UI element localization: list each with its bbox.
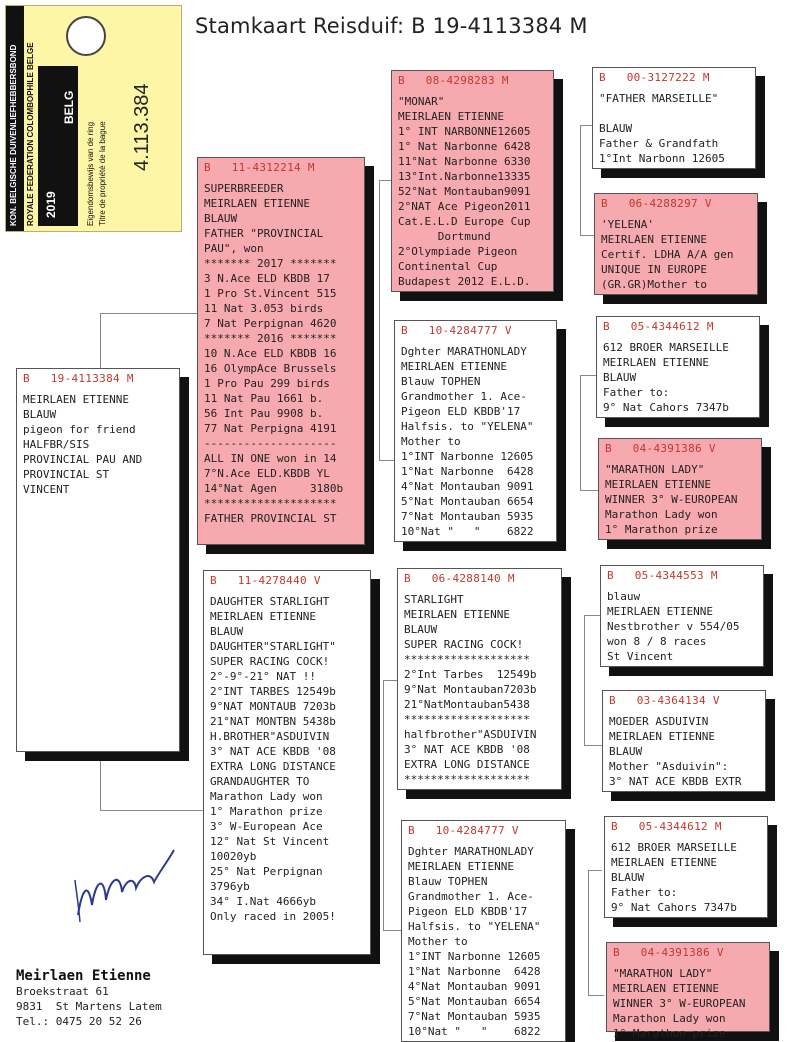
connector-line	[580, 490, 598, 491]
card-line: 612 BROER MARSEILLE	[603, 341, 729, 354]
connector-line	[379, 180, 391, 181]
card-line: MEIRLAEN ETIENNE	[613, 982, 719, 995]
card-line: *******************	[404, 773, 530, 786]
ring-number-label: B 00-3127222 M	[599, 71, 710, 84]
card-text	[599, 91, 749, 166]
card-line: 7°Nat Montauban 5935	[401, 510, 534, 523]
card-line: "MARATHON LADY"	[605, 463, 705, 476]
ring-org-line1: KON. BELGISCHE DUIVENLIEFHEBBERSBOND	[9, 44, 18, 226]
pedigree-card-ssd	[594, 193, 758, 295]
connector-line	[379, 460, 394, 461]
card-line: 'YELENA'	[601, 218, 654, 231]
card-line: Father & Grandfath	[599, 137, 719, 150]
card-line: BLAUW	[611, 871, 645, 884]
ring-number-label: B 08-4298283 M	[398, 74, 509, 87]
pedigree-card-sire-dam	[394, 320, 557, 542]
card-line: Grandmother 1. Ace-	[408, 890, 534, 903]
card-line: MEIRLAEN ETIENNE	[605, 478, 711, 491]
card-line: 2°INT TARBES 12549b	[210, 685, 336, 698]
connector-line	[584, 745, 602, 746]
ring-number-label: B 19-4113384 M	[23, 372, 134, 385]
owner-phone: Tel.: 0475 20 52 26	[16, 1015, 142, 1028]
card-line: Father to:	[603, 386, 670, 399]
ring-number-label: B 06-4288297 V	[601, 197, 712, 210]
card-line: VINCENT	[23, 483, 70, 496]
handwritten-signature	[70, 820, 190, 930]
card-line: *******************	[404, 713, 530, 726]
card-line: Pigeon ELD KBDB'17	[408, 905, 528, 918]
connector-line	[580, 235, 594, 236]
connector-line	[580, 375, 596, 376]
card-line: ALL IN ONE won in 14	[204, 452, 337, 465]
card-line: SUPER RACING COCK!	[404, 638, 524, 651]
connector-line	[580, 375, 581, 490]
owner-street: Broekstraat 61	[16, 985, 109, 998]
card-line: EXTRA LONG DISTANCE	[404, 758, 530, 771]
card-line: 21°NatMontauban5438	[404, 698, 530, 711]
ring-number-label: B 11-4312214 M	[204, 161, 315, 174]
card-text	[605, 462, 755, 537]
card-line: "MONAR"	[398, 95, 445, 108]
owner-city: 9831 St Martens Latem	[16, 1000, 162, 1013]
card-line: 10 N.Ace ELD KBDB 16	[204, 347, 337, 360]
card-line: pigeon for friend	[23, 423, 136, 436]
card-line: 7°N.Ace ELD.KBDB YL	[204, 467, 330, 480]
pedigree-card-dam-sire	[397, 568, 562, 790]
card-line: 11 Nat Pau 1661 b.	[204, 392, 324, 405]
card-line: ******* 2016 *******	[204, 332, 337, 345]
card-line: Budapest 2012 E.L.D.	[398, 275, 531, 288]
connector-line	[383, 680, 397, 681]
card-line: Blauw TOPHEN	[408, 875, 488, 888]
card-line: H.BROTHER"ASDUIVIN	[210, 730, 330, 743]
card-line: FATHER PROVINCIAL ST	[204, 512, 337, 525]
card-line: Halfsis. to "YELENA"	[401, 420, 534, 433]
card-line: WINNER 3° W-EUROPEAN	[605, 493, 738, 506]
kbdb-logo-icon	[66, 16, 106, 56]
card-line: 77 Nat Perpigna 4191	[204, 422, 337, 435]
card-text	[408, 844, 559, 1039]
card-line: 4°Nat Montauban 9091	[401, 480, 534, 493]
card-line: 9° Nat Cahors 7347b	[611, 901, 737, 914]
card-line: 1° INT NARBONNE12605	[398, 125, 531, 138]
pedigree-card-ddd	[606, 942, 770, 1040]
card-line: 1°Int Narbonn 12605	[599, 152, 725, 165]
card-line: Certif. LDHA A/A gen	[601, 248, 734, 261]
card-line: "FATHER MARSEILLE"	[599, 92, 719, 105]
card-line: 2°Olympiade Pigeon	[398, 245, 518, 258]
card-line: Dghter MARATHONLADY	[408, 845, 534, 858]
card-text	[404, 592, 555, 787]
card-line: 25° Nat Perpignan	[210, 865, 323, 878]
card-line: PROVINCIAL ST	[23, 468, 110, 481]
card-line: 12° Nat St Vincent	[210, 835, 330, 848]
ring-number-label: B 05-4344612 M	[603, 320, 714, 333]
card-line: MEIRLAEN ETIENNE	[398, 110, 504, 123]
card-text	[204, 181, 358, 526]
card-line: "MARATHON LADY"	[613, 967, 713, 980]
card-line: Dortmund	[398, 230, 491, 243]
pedigree-card-sdd	[598, 438, 762, 540]
card-text	[603, 340, 753, 415]
connector-line	[588, 995, 604, 996]
card-line: 3 N.Ace ELD KBDB 17	[204, 272, 330, 285]
connector-line	[100, 810, 203, 811]
ring-caption-fr: Titre de propriété de la bague	[98, 121, 107, 226]
card-line: 1°INT Narbonne 12605	[401, 450, 534, 463]
card-line: 16 OlympAce Brussels	[204, 362, 337, 375]
connector-line	[588, 870, 602, 871]
card-line: 5°Nat Montauban 6654	[401, 495, 534, 508]
card-line: 2°Int Tarbes 12549b	[404, 668, 537, 681]
card-line: 14°Nat Agen 3180b	[204, 482, 344, 495]
card-line: 9°NAT MONTAUB 7203b	[210, 700, 336, 713]
card-line: Only raced in 2005!	[210, 910, 336, 923]
pedigree-card-dam-dam	[401, 820, 566, 1042]
card-line: SUPERBREEDER	[204, 182, 284, 195]
card-line: Marathon Lady won	[613, 1012, 726, 1025]
card-line: 10°Nat " " 6822	[408, 1025, 541, 1038]
ring-number-label: B 04-4391386 V	[605, 442, 716, 455]
pedigree-card-sds	[596, 316, 760, 418]
card-line: BLAUW	[599, 122, 633, 135]
card-line: 3° NAT ACE KBDB '08	[210, 745, 336, 758]
ring-caption-nl: Eigendomsbewijs van de ring	[86, 121, 95, 226]
card-text	[398, 94, 547, 289]
pedigree-card-dam	[203, 570, 371, 955]
card-line: 1°Nat Narbonne 6428	[401, 465, 534, 478]
ring-number-label: B 03-4364134 V	[609, 694, 720, 707]
connector-line	[383, 680, 384, 930]
card-line: 1°Nat Narbonne 6428	[408, 965, 541, 978]
card-line: 5°Nat Montauban 6654	[408, 995, 541, 1008]
page-title: Stamkaart Reisduif: B 19-4113384 M	[195, 14, 588, 38]
card-line: MEIRLAEN ETIENNE	[23, 393, 129, 406]
card-line: Mother to	[401, 435, 461, 448]
card-line: 34° I.Nat 4666yb	[210, 895, 316, 908]
card-line: DAUGHTER STARLIGHT	[210, 595, 330, 608]
connector-line	[584, 615, 600, 616]
card-line: Mother "Asduivin":	[609, 760, 729, 773]
pedigree-card-dss	[600, 565, 764, 667]
card-line: 11 Nat 3.053 birds	[204, 302, 324, 315]
card-line: MEIRLAEN ETIENNE	[603, 356, 709, 369]
card-line: BLAUW	[404, 623, 438, 636]
card-line: Marathon Lady won	[210, 790, 323, 803]
card-line: 1° Nat Narbonne 6428	[398, 140, 531, 153]
card-line: 2°-9°-21° NAT !!	[210, 670, 316, 683]
card-line: 2°NAT Ace Pigeon2011	[398, 200, 531, 213]
card-text	[609, 714, 759, 789]
ring-org-line2: ROYALE FEDERATION COLOMBOPHILE BELGE	[26, 42, 35, 226]
connector-line	[580, 125, 581, 235]
ring-number-label: B 11-4278440 V	[210, 574, 321, 587]
card-line: STARLIGHT	[404, 593, 464, 606]
card-text	[613, 966, 763, 1041]
card-line: BLAUW	[23, 408, 57, 421]
card-line: won 8 / 8 races	[607, 635, 707, 648]
card-line: (GR.GR)Mother to	[601, 278, 707, 291]
card-line: 1 Pro Pau 299 birds	[204, 377, 330, 390]
pedigree-card-sire	[197, 157, 365, 545]
card-line: BLAUW	[210, 625, 244, 638]
card-line: Halfsis. to "YELENA"	[408, 920, 541, 933]
card-line: halfbrother"ASDUIVIN	[404, 728, 537, 741]
card-line: 9°Nat Montauban7203b	[404, 683, 537, 696]
owner-block	[16, 968, 162, 1029]
card-line: MEIRLAEN ETIENNE	[607, 605, 713, 618]
card-line: HALFBR/SIS	[23, 438, 90, 451]
card-line: PAU", won	[204, 242, 264, 255]
card-line: *******************	[404, 653, 530, 666]
connector-line	[588, 870, 589, 995]
card-line: MEIRLAEN ETIENNE	[204, 197, 310, 210]
card-line: DAUGHTER"STARLIGHT"	[210, 640, 336, 653]
card-line: BLAUW	[204, 212, 238, 225]
card-line: 1° Marathon prize	[210, 805, 323, 818]
card-text	[601, 217, 751, 292]
ring-number-label: B 05-4344612 M	[611, 820, 722, 833]
card-line: MEIRLAEN ETIENNE	[601, 233, 707, 246]
ring-certificate	[5, 5, 182, 232]
ring-country: BELG	[62, 90, 76, 124]
card-line: SUPER RACING COCK!	[210, 655, 330, 668]
card-line: BLAUW	[609, 745, 643, 758]
card-line	[599, 106, 749, 121]
card-line: Grandmother 1. Ace-	[401, 390, 527, 403]
card-line: Father to:	[611, 886, 678, 899]
card-text	[401, 344, 550, 539]
card-line: Blauw TOPHEN	[401, 375, 481, 388]
card-text	[23, 392, 173, 497]
card-line: 52°Nat Montauban9091	[398, 185, 531, 198]
card-line: 10020yb	[210, 850, 257, 863]
card-line: 21°NAT MONTBN 5438b	[210, 715, 336, 728]
connector-line	[383, 930, 401, 931]
card-line: FATHER "PROVINCIAL	[204, 227, 324, 240]
card-line: EXTRA LONG DISTANCE	[210, 760, 336, 773]
card-line: 1 Pro St.Vincent 515	[204, 287, 337, 300]
card-line: 3° W-European Ace	[210, 820, 323, 833]
card-line: 1°INT Narbonne 12605	[408, 950, 541, 963]
connector-line	[584, 615, 585, 745]
card-text	[611, 840, 761, 915]
pedigree-card-dsd	[602, 690, 766, 792]
card-line: WINNER 3° W-EUROPEAN	[613, 997, 746, 1010]
card-line: ******* 2017 *******	[204, 257, 337, 270]
ring-number-label: B 06-4288140 M	[404, 572, 515, 585]
card-line: 3796yb	[210, 880, 250, 893]
pedigree-card-sire-sire	[391, 70, 554, 292]
card-line: BLAUW	[603, 371, 637, 384]
card-line: MOEDER ASDUIVIN	[609, 715, 709, 728]
card-line: Continental Cup	[398, 260, 498, 273]
ring-number-label: B 05-4344553 M	[607, 569, 718, 582]
card-line: GRANDAUGHTER TO	[210, 775, 310, 788]
ring-year: 2019	[44, 191, 58, 218]
card-line: Marathon Lady won	[605, 508, 718, 521]
card-line: Cat.E.L.D Europe Cup	[398, 215, 531, 228]
card-line: 1° Marathon prize	[613, 1027, 726, 1040]
card-line: 7°Nat Montauban 5935	[408, 1010, 541, 1023]
connector-line	[379, 180, 380, 460]
card-line: St Vincent	[607, 650, 674, 663]
pedigree-card-dds	[604, 816, 768, 918]
card-line: 3° NAT ACE KBDB EXTR	[609, 775, 742, 788]
card-line: MEIRLAEN ETIENNE	[404, 608, 510, 621]
card-line: Pigeon ELD KBDB'17	[401, 405, 521, 418]
ring-number-label: B 10-4284777 V	[408, 824, 519, 837]
card-line: Nestbrother v 554/05	[607, 620, 740, 633]
card-text	[210, 594, 364, 924]
card-line: 3° NAT ACE KBDB '08	[404, 743, 530, 756]
card-line: ********************	[204, 497, 337, 510]
card-line: 11°Nat Narbonne 6330	[398, 155, 531, 168]
card-line: Mother to	[408, 935, 468, 948]
connector-line	[100, 313, 101, 368]
connector-line	[100, 750, 101, 810]
card-line: blauw	[607, 590, 641, 603]
card-line: 9° Nat Cahors 7347b	[603, 401, 729, 414]
card-line: 10°Nat " " 6822	[401, 525, 534, 538]
card-line: --------------------	[204, 437, 337, 450]
card-line: 7 Nat Perpignan 4620	[204, 317, 337, 330]
card-line: 56 Int Pau 9908 b.	[204, 407, 324, 420]
card-line: 4°Nat Montauban 9091	[408, 980, 541, 993]
pedigree-card-sss	[592, 67, 756, 169]
pedigree-card-subject	[16, 368, 180, 752]
card-line: Dghter MARATHONLADY	[401, 345, 527, 358]
connector-line	[100, 313, 197, 314]
ring-number-label: B 10-4284777 V	[401, 324, 512, 337]
card-line: 1° Marathon prize	[605, 523, 718, 536]
card-line: UNIQUE IN EUROPE	[601, 263, 707, 276]
card-text	[607, 589, 757, 664]
card-line: MEIRLAEN ETIENNE	[210, 610, 316, 623]
card-line: PROVINCIAL PAU AND	[23, 453, 143, 466]
owner-name: Meirlaen Etienne	[16, 968, 151, 984]
card-line: MEIRLAEN ETIENNE	[408, 860, 514, 873]
card-line: 612 BROER MARSEILLE	[611, 841, 737, 854]
card-line: MEIRLAEN ETIENNE	[401, 360, 507, 373]
card-line: MEIRLAEN ETIENNE	[609, 730, 715, 743]
ring-number: 4.113.384	[131, 83, 153, 171]
connector-line	[580, 125, 592, 126]
ring-number-label: B 04-4391386 V	[613, 946, 724, 959]
card-line: 13°Int.Narbonne13335	[398, 170, 531, 183]
card-line: MEIRLAEN ETIENNE	[611, 856, 717, 869]
